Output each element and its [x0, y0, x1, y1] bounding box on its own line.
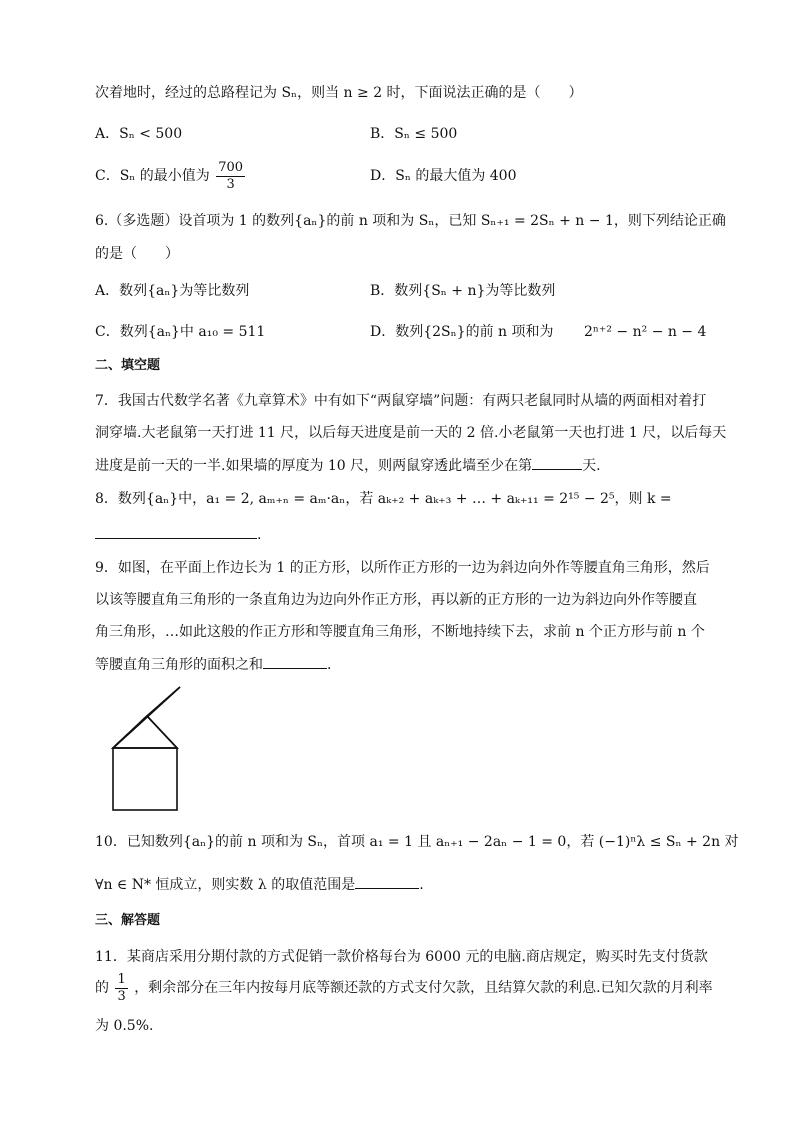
- q10-line2-end: .: [419, 877, 424, 893]
- q5-option-d: D．Sₙ 的最大值为 400: [370, 168, 517, 184]
- answer-blank[interactable]: [532, 455, 582, 470]
- figure-square-1: [113, 748, 177, 810]
- figure-square-2-side: [147, 716, 177, 748]
- fraction-numerator: 700: [218, 159, 244, 175]
- q10-line1: 10．已知数列{aₙ}的前 n 项和为 Sₙ，首项 a₁ = 1 且 aₙ₊₁ − 2aₙ − 1 = 0，若 (−1)ⁿλ ≤ Sₙ + 2n 对: [95, 834, 739, 850]
- figure-square-2-main: [113, 687, 180, 748]
- q8-line1: 8．数列{aₙ}中，a₁ = 2, aₘ₊ₙ = aₘ·aₙ，若 aₖ₊₂ + aₖ₊₃ + … + aₖ₊₁₁ = 2¹⁵ − 2⁵，则 k =: [95, 491, 672, 507]
- q8-line2-end: .: [257, 527, 262, 543]
- q10-line2-text: ∀n ∈ N* 恒成立，则实数 λ 的取值范围是: [95, 877, 356, 893]
- q9-line3: 角三角形，…如此这般的作正方形和等腰直角三角形，不断地持续下去，求前 n 个正方形与前 n 个: [95, 624, 705, 640]
- q6-option-d-expression: 2ⁿ⁺² − n² − n − 4: [583, 324, 707, 340]
- q7-line1: 7．我国古代数学名著《九章算术》中有如下“两鼠穿墙”问题：有两只老鼠同时从墙的两面相对着打: [95, 393, 707, 409]
- q6-stem-line2: 的是（ ）: [95, 246, 179, 262]
- q5-option-b: B．Sₙ ≤ 500: [370, 126, 458, 142]
- fraction-numerator: 1: [117, 971, 126, 987]
- q11-line1: 11．某商店采用分期付款的方式促销一款价格每台为 6000 元的电脑.商店规定，购买时先支付货款: [95, 949, 708, 965]
- q11-line3: 为 0.5%.: [95, 1018, 154, 1034]
- q6-option-d-label: D．数列{2Sₙ}的前 n 项和为: [370, 324, 554, 340]
- fraction-denominator: 3: [226, 176, 235, 192]
- q6-option-c: C．数列{aₙ}中 a₁₀ = 511: [95, 324, 266, 340]
- answer-blank[interactable]: [355, 874, 419, 889]
- q9-line2: 以该等腰直角三角形的一条直角边为边向外作正方形，再以新的正方形的一边为斜边向外作等腰直: [95, 592, 697, 608]
- q7-line3-end: 天.: [582, 458, 601, 474]
- q9-line4-end: .: [327, 657, 332, 673]
- fraction-denominator: 3: [117, 988, 126, 1004]
- q5-stem: 次着地时，经过的总路程记为 Sₙ，则当 n ≥ 2 时，下面说法正确的是（ ）: [95, 85, 583, 101]
- figure-square-2-outline: [113, 716, 177, 748]
- q11-line2-start: 的: [95, 980, 109, 996]
- q11-fraction: [115, 972, 127, 1005]
- q5-option-c-fraction: [216, 160, 245, 193]
- q5-option-c: [95, 158, 247, 194]
- figure-triangle-1: [113, 716, 177, 748]
- q7-line3-text: 进度是前一天的一半.如果墙的厚度为 10 尺，则两鼠穿透此墙至少在第: [95, 458, 533, 474]
- q8-line2: [95, 524, 261, 545]
- q6-stem-line1: 6.（多选题）设首项为 1 的数列{aₙ}的前 n 项和为 Sₙ，已知 Sₙ₊₁ = 2Sₙ + n − 1，则下列结论正确: [95, 213, 726, 229]
- answer-blank[interactable]: [263, 654, 327, 669]
- squares-triangles-figure: [105, 684, 220, 812]
- q9-line1: 9．如图，在平面上作边长为 1 的正方形，以所作正方形的一边为斜边向外作等腰直角三角形，然后: [95, 560, 710, 576]
- section-heading-solutions: 三、解答题: [95, 913, 161, 928]
- q5-option-a: A．Sₙ < 500: [95, 126, 183, 142]
- q9-line4-text: 等腰直角三角形的面积之和: [95, 657, 263, 673]
- q10-line2: [95, 874, 424, 895]
- q6-option-a: A．数列{aₙ}为等比数列: [95, 283, 250, 299]
- q6-option-d: [370, 322, 706, 342]
- q7-line3: [95, 455, 601, 476]
- q7-line2: 洞穿墙.大老鼠第一天打进 11 尺，以后每天进度是前一天的 2 倍.小老鼠第一天也打进 1 尺，以后每天: [95, 425, 727, 441]
- q5-option-c-label: C．Sₙ 的最小值为: [95, 168, 210, 184]
- q11-line2-text: ，剩余部分在三年内按每月底等额还款的方式支付欠款，且结算欠款的利息.已知欠款的月利率: [134, 980, 713, 996]
- section-heading-fill-blank: 二、填空题: [95, 358, 161, 373]
- q6-option-b: B．数列{Sₙ + n}为等比数列: [370, 283, 556, 299]
- q11-line2: [95, 970, 713, 1006]
- answer-blank[interactable]: [95, 524, 257, 539]
- q9-line4: [95, 654, 331, 675]
